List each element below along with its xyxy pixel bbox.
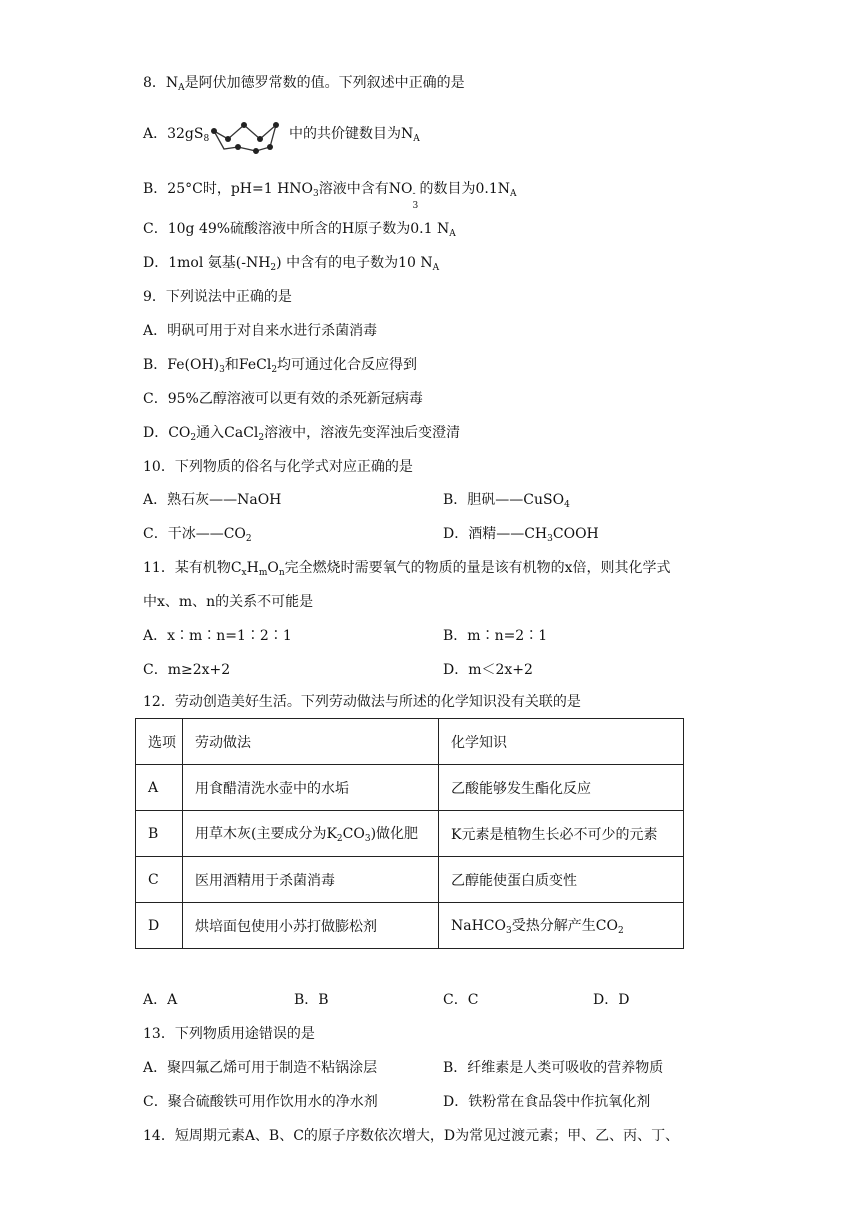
q11-option-b: B．m∶n=2∶1 <box>443 628 548 644</box>
table-cell: A <box>136 765 183 811</box>
q8-option-a-left: A．$32gS_8$ <box>143 126 210 144</box>
table-cell: 用草木灰(主要成分为$K_2CO_3$)做化肥 <box>183 811 439 857</box>
q10-option-b: B．胆矾——CuSO$_4$ <box>443 492 570 510</box>
q9-stem: 9．下列说法中正确的是 <box>143 289 292 305</box>
q13-option-a: A．聚四氟乙烯可用于制造不粘锅涂层 <box>143 1060 378 1076</box>
table-row <box>136 903 684 949</box>
table-cell: 用食醋清洗水壶中的水垢 <box>183 765 439 811</box>
q10-option-a: A．熟石灰——NaOH <box>143 492 282 508</box>
q13-stem: 13．下列物质用途错误的是 <box>143 1026 315 1042</box>
q11-option-d: D．m＜2x+2 <box>443 662 533 678</box>
q12-option-d: D．D <box>593 992 630 1008</box>
q12-stem: 12．劳动创造美好生活。下列劳动做法与所述的化学知识没有关联的是 <box>143 694 581 710</box>
q8-stem: 8．$N_A$是阿伏加德罗常数的值。下列叙述中正确的是 <box>143 75 465 93</box>
q11-stem-continued: 中x、m、n的关系不可能是 <box>143 594 314 610</box>
table-cell: 乙醇能使蛋白质变性 <box>439 857 684 903</box>
q9-option-b: B．$Fe(OH)_3$和FeCl$_2$均可通过化合反应得到 <box>143 357 418 375</box>
table-header-row <box>136 719 684 765</box>
q14-stem: 14．短周期元素A、B、C的原子序数依次增大，D为常见过渡元素；甲、乙、丙、丁、 <box>143 1128 680 1144</box>
table-row <box>136 857 684 903</box>
table-cell: B <box>136 811 183 857</box>
table-cell: 医用酒精用于杀菌消毒 <box>183 857 439 903</box>
q8-option-a-right: 中的共价键数目为$N_A$ <box>289 126 420 144</box>
table-cell: D <box>136 903 183 949</box>
q12-option-b: B．B <box>294 992 329 1008</box>
q8-option-d: D．1mol 氨基$(-NH_2)$ 中含有的电子数为10 $N_A$ <box>143 255 440 273</box>
q12-option-a: A．A <box>143 992 178 1008</box>
q12-option-c: C．C <box>443 992 479 1008</box>
table-cell: NaHCO$_3$受热分解产生$CO_2$ <box>439 903 684 949</box>
q10-option-c: C．干冰$——CO_2$ <box>143 526 252 544</box>
q13-option-d: D．铁粉常在食品袋中作抗氧化剂 <box>443 1094 651 1110</box>
table-row <box>136 765 684 811</box>
table-cell: K元素是植物生长必不可少的元素 <box>439 811 684 857</box>
q8-option-b: B．25°C时，pH=1 $HNO_3$溶液中含有NO - 3 的数目为$0.1N_A$ <box>143 181 517 211</box>
q10-stem: 10．下列物质的俗名与化学式对应正确的是 <box>143 459 413 475</box>
q9-option-a: A．明矾可用于对自来水进行杀菌消毒 <box>143 323 378 339</box>
q11-option-c: C．m≥2x+2 <box>143 662 231 678</box>
q9-option-d: D．$CO_2$通入CaCl$_2$溶液中，溶液先变浑浊后变澄清 <box>143 425 461 443</box>
table-row <box>136 811 684 857</box>
q11-option-a: A．x∶m∶n=1∶2∶1 <box>143 628 292 644</box>
table-cell: 乙酸能够发生酯化反应 <box>439 765 684 811</box>
table-header-cell: 劳动做法 <box>183 719 439 765</box>
q13-option-b: B．纤维素是人类可吸收的营养物质 <box>443 1060 664 1076</box>
q12-table <box>135 718 684 949</box>
table-cell: C <box>136 857 183 903</box>
q10-option-d: D．酒精$——CH_3COOH$ <box>443 526 599 544</box>
table-header-cell: 化学知识 <box>439 719 684 765</box>
table-cell: 烘培面包使用小苏打做膨松剂 <box>183 903 439 949</box>
q9-option-c: C．95%乙醇溶液可以更有效的杀死新冠病毒 <box>143 391 423 407</box>
table-header-cell: 选项 <box>136 719 183 765</box>
s8-ring-structure-image <box>208 117 284 157</box>
q8-option-c: C．10g 49%硫酸溶液中所含的H原子数为0.1 $N_A$ <box>143 221 456 239</box>
q13-option-c: C．聚合硫酸铁可用作饮用水的净水剂 <box>143 1094 378 1110</box>
q11-stem: 11．某有机物$C_xH_mO_n$完全燃烧时需要氧气的物质的量是该有机物的x倍，则其化学式 <box>143 560 671 578</box>
